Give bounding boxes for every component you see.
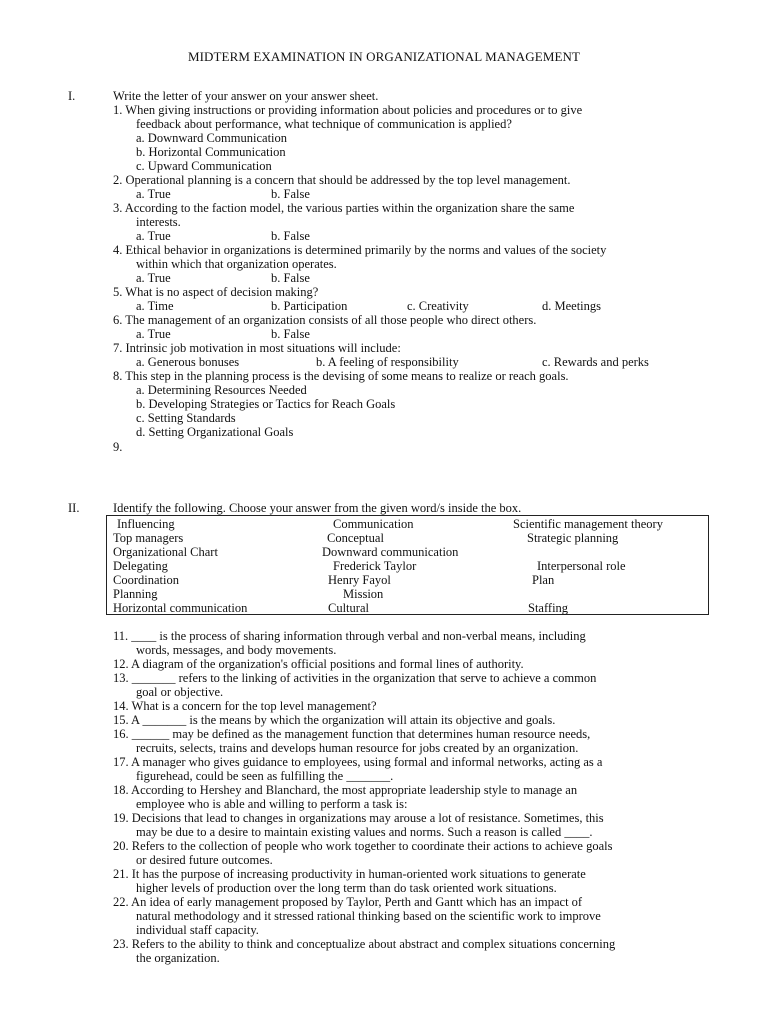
question-16-cont: recruits, selects, trains and develops human resource for jobs created by an organization. (136, 741, 579, 755)
choice-b: b. Horizontal Communication (136, 145, 286, 159)
choice-c: c. Rewards and perks (542, 355, 649, 369)
question-text: 4. Ethical behavior in organizations is determined primarily by the norms and values of the society (113, 243, 607, 257)
choice-c: c. Setting Standards (136, 411, 236, 425)
part-1-instruction: Write the letter of your answer on your answer sheet. (113, 89, 379, 103)
word-box-item: Communication (333, 517, 414, 531)
question-text: 1. When giving instructions or providing information about policies and procedures or to give (113, 103, 583, 117)
question-19-cont: may be due to a desire to maintain existing values and norms. Such a reason is called ____. (136, 825, 593, 839)
question-18: 18. According to Hershey and Blanchard, the most appropriate leadership style to manage an (113, 783, 578, 797)
question-11: 11. ____ is the process of sharing information through verbal and non-verbal means, including (113, 629, 586, 643)
word-box-item: Top managers (113, 531, 184, 545)
question-text: 8. This step in the planning process is the devising of some means to realize or reach goals. (113, 369, 569, 383)
word-box-item: Downward communication (322, 545, 459, 559)
part-2-numeral: II. (68, 501, 80, 515)
question-14: 14. What is a concern for the top level management? (113, 699, 377, 713)
choice-a: a. True (136, 229, 171, 243)
question-16: 16. ______ may be defined as the management function that determines human resource needs, (113, 727, 591, 741)
question-22-cont: natural methodology and it stressed rational thinking based on the scientific work to improve (136, 909, 601, 923)
question-text: 2. Operational planning is a concern that should be addressed by the top level management. (113, 173, 571, 187)
choice-b: b. False (271, 187, 310, 201)
question-text: 5. What is no aspect of decision making? (113, 285, 319, 299)
question-text: interests. (136, 215, 181, 229)
question-15: 15. A _______ is the means by which the organization will attain its objective and goals. (113, 713, 556, 727)
question-20-cont: or desired future outcomes. (136, 853, 273, 867)
word-box-item: Scientific management theory (513, 517, 663, 531)
question-22: 22. An idea of early management proposed by Taylor, Perth and Gantt which has an impact of (113, 895, 583, 909)
question-17: 17. A manager who gives guidance to employees, using formal and informal networks, acting as a (113, 755, 603, 769)
choice-b: b. Participation (271, 299, 348, 313)
part-1-numeral: I. (68, 89, 76, 103)
word-box-item: Plan (532, 573, 555, 587)
choice-a: a. True (136, 271, 171, 285)
question-9: 9. (113, 440, 123, 454)
word-box-item: Cultural (328, 601, 369, 615)
question-22-cont: individual staff capacity. (136, 923, 259, 937)
word-box-item: Delegating (113, 559, 168, 573)
question-23-cont: the organization. (136, 951, 220, 965)
choice-b: b. A feeling of responsibility (316, 355, 459, 369)
choice-b: b. False (271, 271, 310, 285)
choice-c: c. Upward Communication (136, 159, 272, 173)
word-box-item: Horizontal communication (113, 601, 248, 615)
question-18-cont: employee who is able and willing to perform a task is: (136, 797, 408, 811)
word-box-item: Coordination (113, 573, 179, 587)
word-box-item: Interpersonal role (537, 559, 626, 573)
question-19: 19. Decisions that lead to changes in organizations may arouse a lot of resistance. Sometimes, this (113, 811, 604, 825)
word-box-item: Staffing (528, 601, 569, 615)
part-2-instruction: Identify the following. Choose your answer from the given word/s inside the box. (113, 501, 522, 515)
page-title: MIDTERM EXAMINATION IN ORGANIZATIONAL MANAGEMENT (187, 49, 581, 64)
word-box-item: Conceptual (327, 531, 384, 545)
choice-c: c. Creativity (407, 299, 469, 313)
word-box-item: Strategic planning (527, 531, 619, 545)
choice-a: a. True (136, 187, 171, 201)
word-box-item: Mission (343, 587, 384, 601)
word-box-item: Frederick Taylor (333, 559, 417, 573)
question-21: 21. It has the purpose of increasing productivity in human-oriented work situations to generate (113, 867, 586, 881)
choice-a: a. Downward Communication (136, 131, 288, 145)
choice-d: d. Meetings (542, 299, 602, 313)
choice-a: a. Generous bonuses (136, 355, 240, 369)
choice-b: b. Developing Strategies or Tactics for Reach Goals (136, 397, 396, 411)
choice-a: a. Time (136, 299, 174, 313)
question-13-cont: goal or objective. (136, 685, 224, 699)
word-box-item: Organizational Chart (113, 545, 218, 559)
question-23: 23. Refers to the ability to think and conceptualize about abstract and complex situations concerning (113, 937, 616, 951)
question-12: 12. A diagram of the organization's official positions and formal lines of authority. (113, 657, 524, 671)
choice-b: b. False (271, 229, 310, 243)
word-box-item: Planning (113, 587, 158, 601)
question-13: 13. _______ refers to the linking of activities in the organization that serve to achieve a common (113, 671, 597, 685)
question-20: 20. Refers to the collection of people who work together to coordinate their actions to achieve goals (113, 839, 613, 853)
word-box (106, 515, 709, 615)
choice-a: a. True (136, 327, 171, 341)
question-11-cont: words, messages, and body movements. (136, 643, 337, 657)
word-box-item: Henry Fayol (328, 573, 391, 587)
question-text: 3. According to the faction model, the various parties within the organization share the same (113, 201, 575, 215)
word-box-item: Influencing (117, 517, 175, 531)
question-21-cont: higher levels of production over the long term than do task oriented work situations. (136, 881, 557, 895)
question-text: 6. The management of an organization consists of all those people who direct others. (113, 313, 537, 327)
question-text: within which that organization operates. (136, 257, 337, 271)
choice-b: b. False (271, 327, 310, 341)
choice-a: a. Determining Resources Needed (136, 383, 307, 397)
choice-d: d. Setting Organizational Goals (136, 425, 294, 439)
question-text: 7. Intrinsic job motivation in most situations will include: (113, 341, 401, 355)
question-17-cont: figurehead, could be seen as fulfilling the _______. (136, 769, 394, 783)
question-text: feedback about performance, what technique of communication is applied? (136, 117, 512, 131)
